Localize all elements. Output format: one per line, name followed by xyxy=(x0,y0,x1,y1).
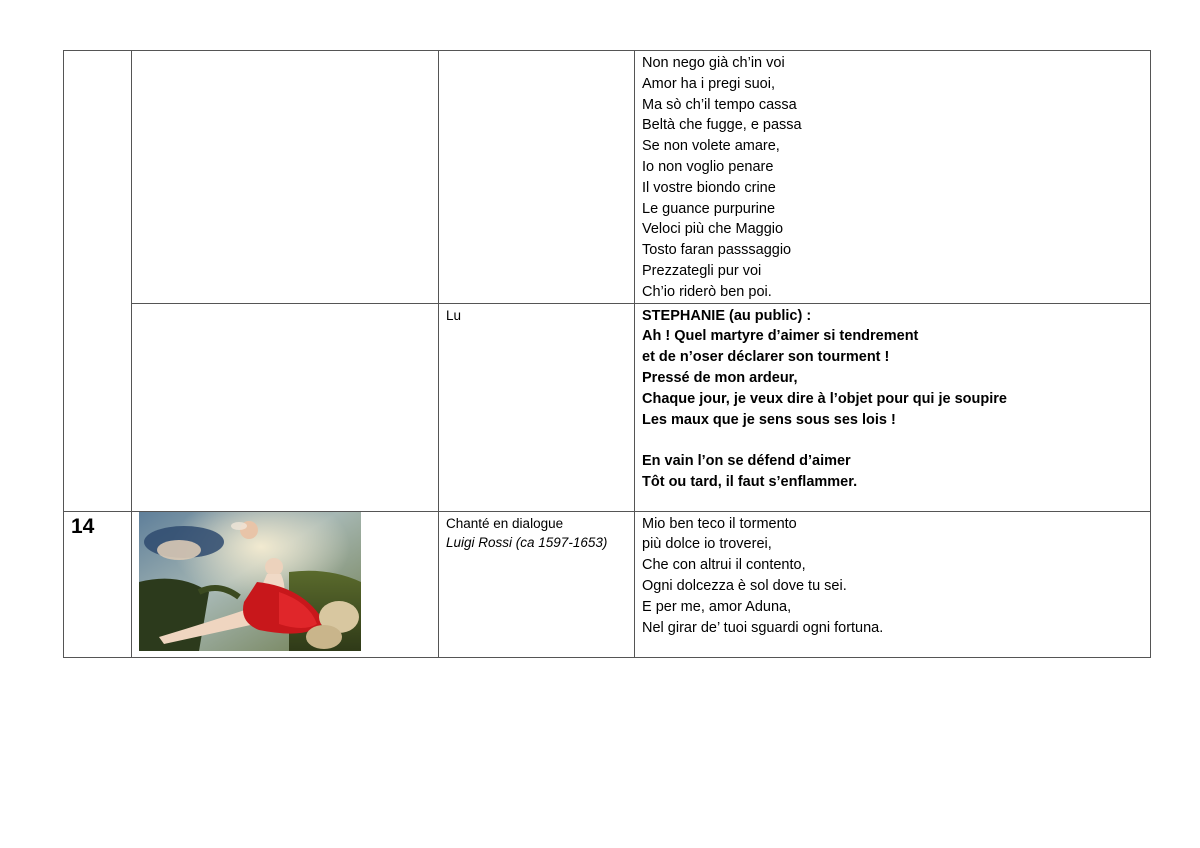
lyric-line: Tôt ou tard, il faut s’enflammer. xyxy=(642,473,858,490)
number-cell xyxy=(64,51,132,512)
painting-image xyxy=(139,512,361,651)
composer: Luigi Rossi (ca 1597-1653) xyxy=(446,534,608,550)
lyric-line: Veloci più che Maggio xyxy=(642,221,784,238)
lyric-line: Ma sò ch’il tempo cassa xyxy=(642,96,797,113)
info-cell xyxy=(439,303,635,511)
lyric-line: Io non voglio penare xyxy=(642,158,774,175)
lyric-line: Beltà che fugge, e passa xyxy=(642,117,802,134)
performance-note xyxy=(439,512,634,552)
blank-line xyxy=(642,430,1142,451)
lyric-line: Il vostre biondo crine xyxy=(642,179,776,196)
lyric-line: E per me, amor Aduna, xyxy=(642,598,792,615)
lyric-line: Se non volete amare, xyxy=(642,138,780,155)
performance-type: Chanté en dialogue xyxy=(446,515,564,531)
lyric-line: Ogni dolcezza è sol dove tu sei. xyxy=(642,577,847,594)
item-number: 14 xyxy=(71,514,95,538)
table-row xyxy=(64,303,1151,511)
lyric-line: Ch’io riderò ben poi. xyxy=(642,283,772,300)
info-cell xyxy=(439,511,635,657)
lyric-line: Non nego già ch’in voi xyxy=(642,55,785,71)
image-cell xyxy=(132,51,439,304)
italian-lyrics xyxy=(635,51,1150,303)
lyric-line: Prezzategli pur voi xyxy=(642,262,762,279)
table-row xyxy=(64,511,1151,657)
lyrics-cell xyxy=(635,303,1151,511)
lyric-line: più dolce io troverei, xyxy=(642,536,772,553)
lyrics-cell xyxy=(635,51,1151,304)
program-table xyxy=(63,50,1151,658)
lyric-line: Les maux que je sens sous ses lois ! xyxy=(642,411,896,428)
lyrics-cell xyxy=(635,511,1151,657)
lyric-line: Le guance purpurine xyxy=(642,200,776,217)
lyric-line: Nel girar de’ tuoi sguardi ogni fortuna. xyxy=(642,619,884,636)
lyric-line: Amor ha i pregi suoi, xyxy=(642,75,775,92)
lyric-line: Mio ben teco il tormento xyxy=(642,515,797,532)
french-dialogue xyxy=(635,304,1150,493)
lyric-line: Chaque jour, je veux dire à l’objet pour qui je soupire xyxy=(642,390,1007,407)
speaker-line: STEPHANIE (au public) : xyxy=(642,307,812,324)
lyric-line: Tosto faran passsaggio xyxy=(642,242,792,259)
info-cell xyxy=(439,51,635,304)
image-cell xyxy=(132,303,439,511)
lyric-line: Che con altrui il contento, xyxy=(642,557,806,574)
number-cell xyxy=(64,511,132,657)
table-row xyxy=(64,51,1151,304)
lyric-line: En vain l’on se défend d’aimer xyxy=(642,453,851,470)
lyric-line: Ah ! Quel martyre d’aimer si tendrement xyxy=(642,328,919,345)
lyric-line: et de n’oser déclarer son tourment ! xyxy=(642,349,890,366)
italian-lyrics xyxy=(635,512,1150,639)
performer-label: Lu xyxy=(446,307,462,323)
image-cell xyxy=(132,511,439,657)
lyric-line: Pressé de mon ardeur, xyxy=(642,369,798,386)
